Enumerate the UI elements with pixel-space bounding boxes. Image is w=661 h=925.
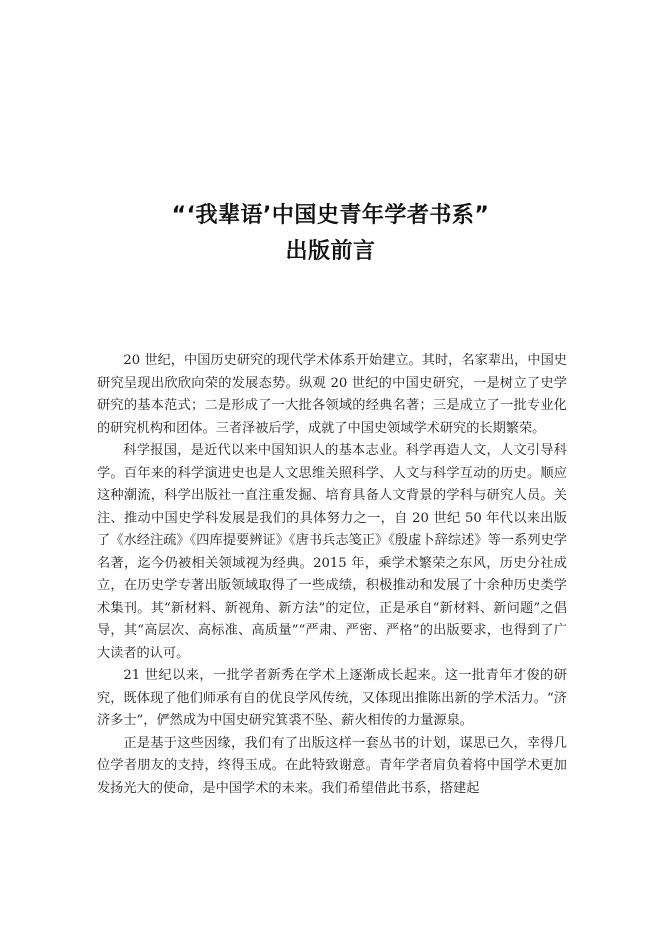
paragraph: 科学报国，是近代以来中国知识人的基本志业。科学再造人文，人文引导科学。百年来的科学演进史也是人文思维关照科学、人文与科学互动的历史。顺应这种潮流，科学出版社一直注重发掘、培育具备人文背景的学科与研究人员。关注、推动中国史学科发展是我们的具体努力之一，自 20 世纪 50 年代以来出版了《水经注疏》《四库提要辨证》《唐书兵志笺正》《殷虚卜辞综述》等一系列史学名著，迄今仍被相关领域视为经典。2015 年，乘学术繁荣之东风，历史分社成立，在历史学专著出版领域取得了一些成绩，积极推动和发展了十余种历史类学术集刊。其“新材料、新视角、新方法”的定位，正是承自“新材料、新问题”之倡导，其“高层次、高标准、高质量”“严肃、严密、严格”的出版要求，也得到了广大读者的认可。 bbox=[97, 443, 567, 661]
title-block bbox=[0, 198, 661, 270]
paragraph: 20 世纪，中国历史研究的现代学术体系开始建立。其时，名家辈出，中国史研究呈现出欣欣向荣的发展态势。纵观 20 世纪的中国史研究，一是树立了史学研究的基本范式；二是形成了一大批各领域的经典名著；三是成立了一批专业化的研究机构和团体。三者泽被后学，成就了中国史领域学术研究的长期繁荣。 bbox=[97, 353, 567, 436]
paragraph: 21 世纪以来，一批学者新秀在学术上逐渐成长起来。这一批青年才俊的研究，既体现了他们师承有自的优良学风传统，又体现出推陈出新的学术活力。“济济多士”，俨然成为中国史研究箕裘不坠、薪火相传的力量源泉。 bbox=[97, 668, 567, 728]
series-title: “‘我辈语’中国史青年学者书系” bbox=[171, 203, 490, 228]
paragraph: 正是基于这些因缘，我们有了出版这样一套丛书的计划，谋思已久，幸得几位学者朋友的支持，终得玉成。在此特致谢意。青年学者肩负着将中国学术更加发扬光大的使命，是中国学术的未来。我们希望借此书系，搭建起 bbox=[97, 735, 567, 796]
body-text bbox=[97, 350, 567, 800]
preface-title: 出版前言 bbox=[285, 239, 376, 264]
